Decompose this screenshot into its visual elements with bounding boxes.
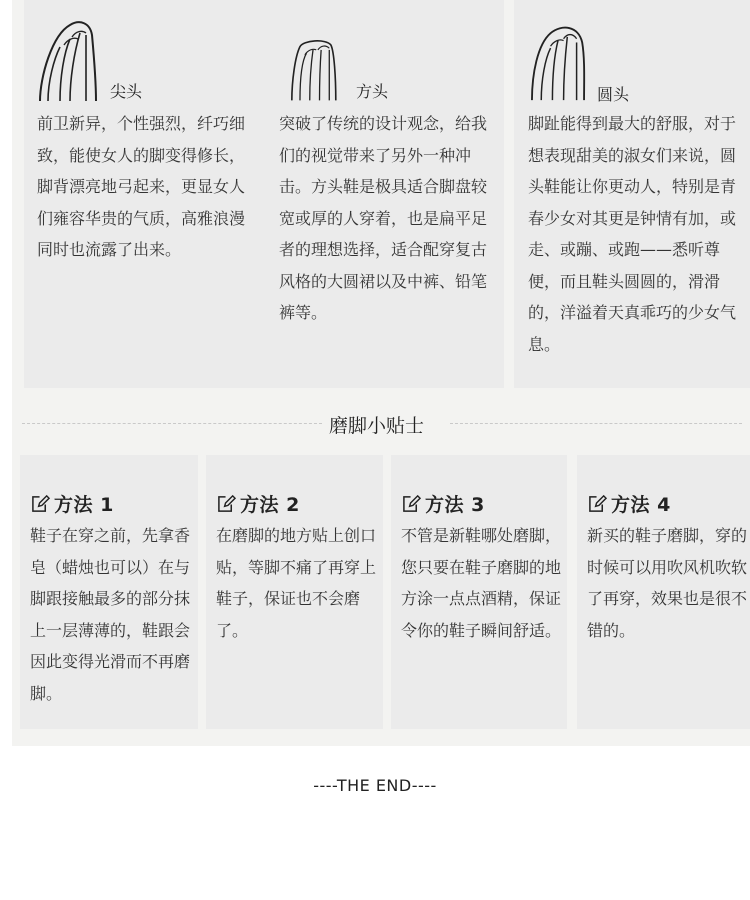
- method-header-1: [31, 491, 114, 515]
- edit-icon: [588, 494, 607, 513]
- toe-shapes-section: [12, 0, 750, 388]
- tips-title: 磨脚小贴士: [329, 415, 425, 437]
- tips-title-row: [12, 388, 750, 454]
- method-header-3: [402, 491, 485, 515]
- method-label-3: 方法 3: [425, 493, 485, 516]
- round-toe-icon: [526, 22, 590, 102]
- method-label-4: 方法 4: [611, 493, 671, 516]
- method-label-1: 方法 1: [54, 493, 114, 516]
- toe-desc-square: 突破了传统的设计观念，给我们的视觉带来了另外一种冲击。方头鞋是极具适合脚盘较宽或厚的人穿着，也是扁平足者的理想选择，适合配穿复古风格的大圆裙以及中裤、铅笔裤等。: [279, 114, 488, 322]
- toe-desc-pointed: 前卫新异，个性强烈，纤巧细致，能使女人的脚变得修长，脚背漂亮地弓起来，更显女人们雍容华贵的气质，高雅浪漫同时也流露了出来。: [37, 114, 246, 259]
- method-header-4: [588, 491, 671, 515]
- the-end-footer: ----THE END----: [313, 776, 437, 795]
- dashed-divider-right: [450, 423, 742, 424]
- method-card-3: [391, 455, 567, 729]
- toe-name-round: 圆头: [597, 85, 630, 104]
- pointed-toe-icon: [36, 17, 100, 103]
- method-label-2: 方法 2: [240, 493, 300, 516]
- toe-name-square: 方头: [356, 82, 389, 101]
- square-toe-icon: [281, 32, 345, 102]
- dashed-divider-left: [22, 423, 322, 424]
- toe-desc-round: 脚趾能得到最大的舒服，对于想表现甜美的淑女们来说，圆头鞋能让你更动人，特别是青春少女对其更是钟情有加，或走、或蹦、或跑——悉听尊便，而且鞋头圆圆的，滑滑的，洋溢着天真乖巧的少女气息。: [528, 114, 737, 354]
- method-header-2: [217, 491, 300, 515]
- toe-card-round: [514, 0, 750, 388]
- method-card-4: [577, 455, 750, 729]
- edit-icon: [402, 494, 421, 513]
- edit-icon: [217, 494, 236, 513]
- method-text-1: 鞋子在穿之前，先拿香皂（蜡烛也可以）在与脚跟接触最多的部分抹上一层薄薄的，鞋跟会因此变得光滑而不再磨脚。: [30, 526, 191, 703]
- method-card-1: [20, 455, 198, 729]
- toe-card-pointed: [24, 0, 270, 388]
- toe-card-square: [269, 0, 504, 388]
- method-text-2: 在磨脚的地方贴上创口贴，等脚不痛了再穿上鞋子，保证也不会磨了。: [216, 526, 377, 640]
- toe-name-pointed: 尖头: [110, 82, 143, 101]
- tips-section: [12, 388, 750, 746]
- method-card-2: [206, 455, 383, 729]
- edit-icon: [31, 494, 50, 513]
- method-text-4: 新买的鞋子磨脚，穿的时候可以用吹风机吹软了再穿，效果也是很不错的。: [587, 526, 748, 640]
- method-text-3: 不管是新鞋哪处磨脚，您只要在鞋子磨脚的地方涂一点点酒精，保证令你的鞋子瞬间舒适。: [401, 526, 562, 640]
